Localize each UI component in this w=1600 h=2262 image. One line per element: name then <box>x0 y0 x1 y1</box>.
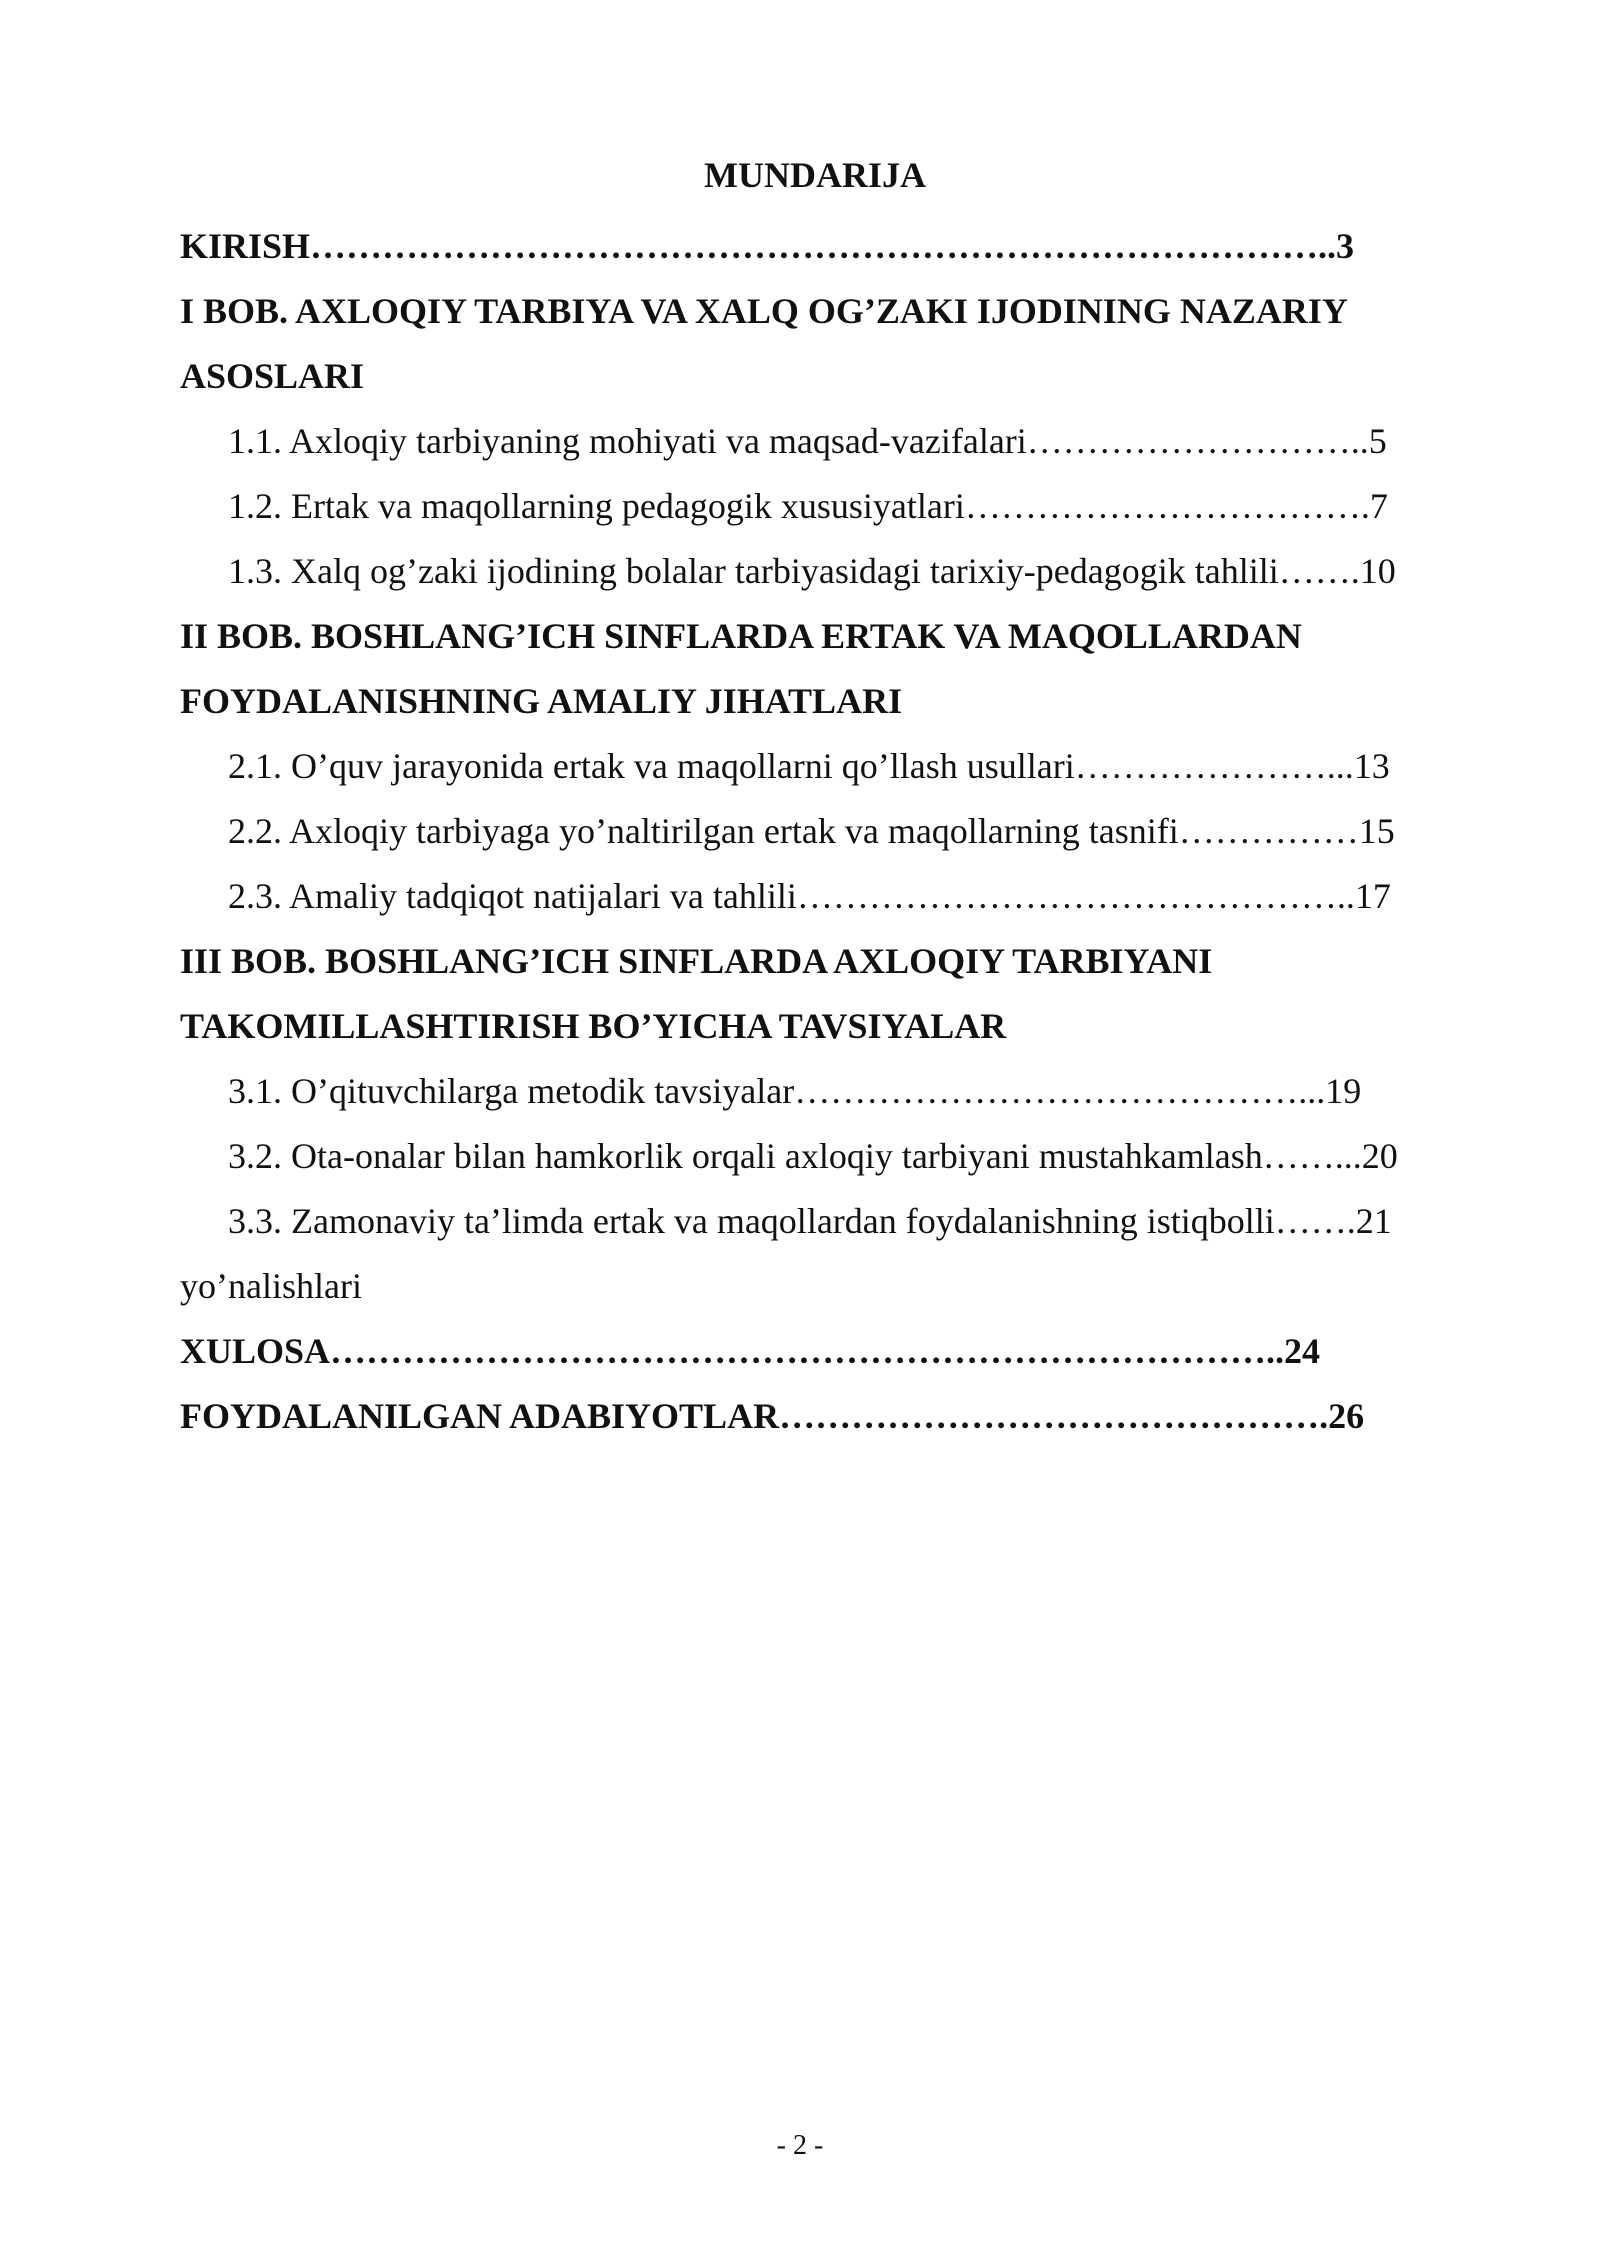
toc-entry: 2.3. Amaliy tadqiqot natijalari va tahlili………………………………………..17 <box>228 876 1391 916</box>
toc-entry: 3.1. O’qituvchilarga metodik tavsiyalar……………………………………...19 <box>228 1071 1362 1111</box>
toc-entry: 3.2. Ota-onalar bilan hamkorlik orqali axloqiy tarbiyani mustahkamlash……...20 <box>228 1136 1398 1176</box>
toc-entry: I BOB. AXLOQIY TARBIYA VA XALQ OG’ZAKI IJODINING NAZARIY <box>180 291 1348 331</box>
toc-entry: 1.3. Xalq og’zaki ijodining bolalar tarbiyasidagi tarixiy-pedagogik tahlili…….10 <box>228 551 1396 591</box>
toc-entry: FOYDALANILGAN ADABIYOTLAR……………………………………….26 <box>180 1396 1365 1436</box>
toc-heading: MUNDARIJA <box>704 155 926 195</box>
page-number: - 2 - <box>776 2130 824 2161</box>
toc-entry: II BOB. BOSHLANG’ICH SINFLARDA ERTAK VA MAQOLLARDAN <box>180 616 1302 656</box>
toc-entry: 1.2. Ertak va maqollarning pedagogik xususiyatlari…………………………….7 <box>228 486 1388 526</box>
toc-entry: TAKOMILLASHTIRISH BO’YICHA TAVSIYALAR <box>180 1006 1007 1046</box>
toc-entry: 1.1. Axloqiy tarbiyaning mohiyati va maqsad-vazifalari………………………..5 <box>228 421 1387 461</box>
toc-entry: 2.1. O’quv jarayonida ertak va maqollarni qo’llash usullari…………………...13 <box>228 746 1390 786</box>
toc-entry: FOYDALANISHNING AMALIY JIHATLARI <box>180 681 903 721</box>
toc-entry: ASOSLARI <box>180 356 365 396</box>
toc-entry: KIRISH…………………………………………………………………………..3 <box>180 226 1355 266</box>
toc-entry: XULOSA……………………………………………………………………..24 <box>180 1331 1321 1371</box>
toc-entry: 2.2. Axloqiy tarbiyaga yo’naltirilgan ertak va maqollarning tasnifi……………15 <box>228 811 1395 851</box>
toc-entries <box>180 214 1450 1449</box>
toc-entry: yo’nalishlari <box>180 1266 362 1306</box>
table-of-contents <box>180 150 1450 1449</box>
toc-entry: 3.3. Zamonaviy ta’limda ertak va maqollardan foydalanishning istiqbolli…….21 <box>228 1201 1392 1241</box>
toc-entry: III BOB. BOSHLANG’ICH SINFLARDA AXLOQIY TARBIYANI <box>180 941 1213 981</box>
